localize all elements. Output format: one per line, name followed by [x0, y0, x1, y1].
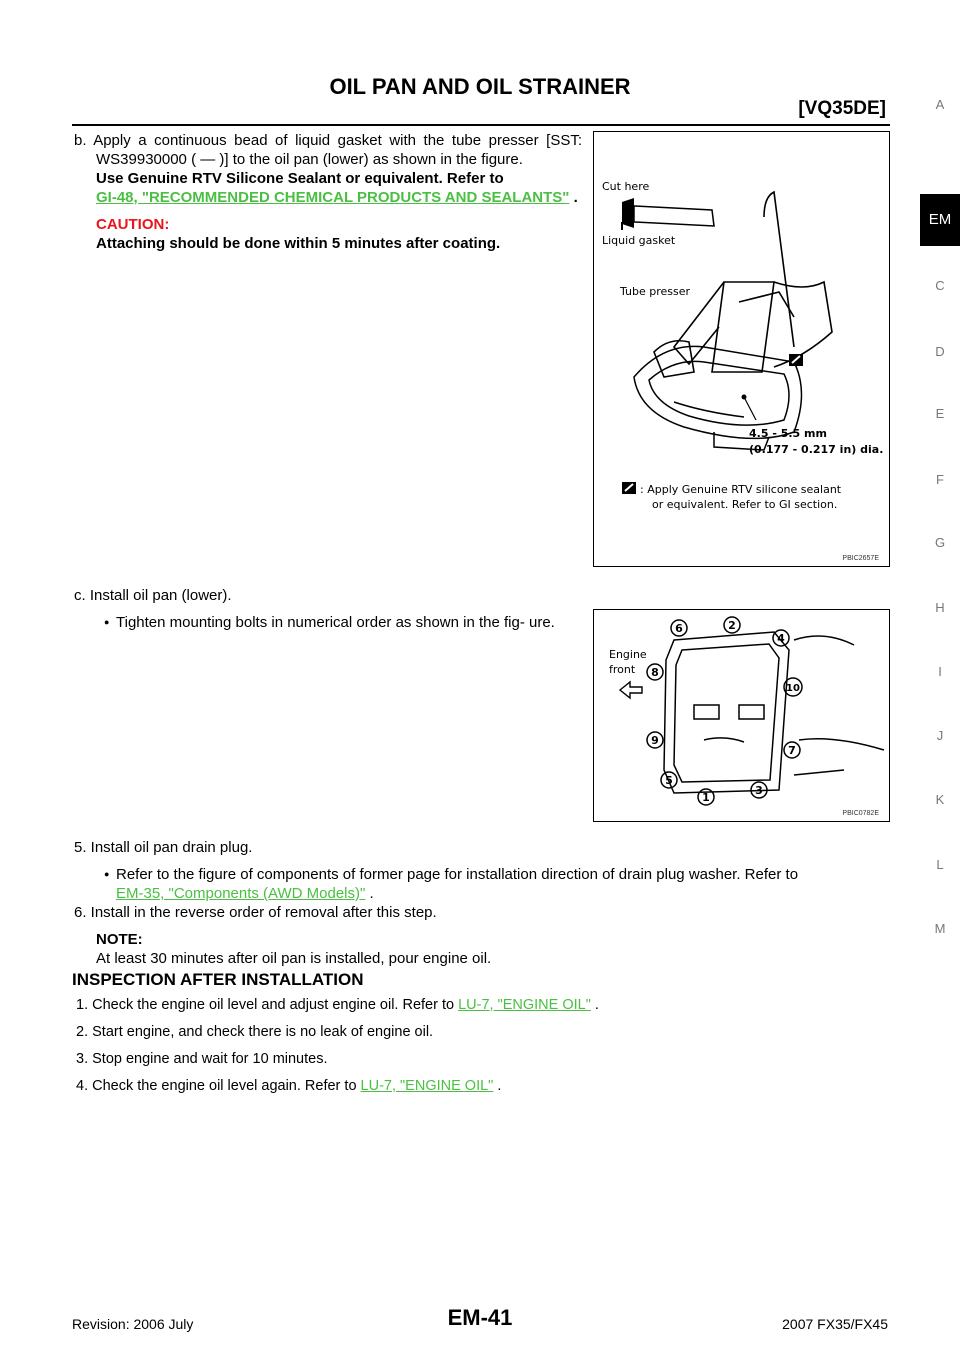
svg-text:10: 10	[786, 683, 800, 694]
step-6	[74, 903, 890, 968]
page-number: EM-41	[447, 1305, 513, 1330]
svg-text:9: 9	[651, 734, 659, 747]
step-b-bold: Use Genuine RTV Silicone Sealant or equivalent. Refer to	[96, 170, 504, 187]
svg-text:3: 3	[755, 784, 763, 797]
revision-date: Revision: 2006 July	[72, 1316, 194, 1332]
step-6-text: 6. Install in the reverse order of removal after this step.	[74, 904, 437, 921]
bead-pointer	[744, 397, 756, 420]
step-b	[74, 131, 582, 253]
components-awd-link[interactable]: EM-35, "Components (AWD Models)"	[116, 885, 366, 902]
svg-text:4: 4	[777, 632, 785, 645]
tab-h[interactable]: H	[935, 600, 945, 615]
bolt-order-illustration	[594, 610, 889, 821]
inspection-step-1: 1. Check the engine oil level and adjust engine oil. Refer to	[76, 997, 459, 1013]
tab-i[interactable]: I	[938, 664, 942, 679]
sealant-legend-1: : Apply Genuine RTV silicone sealant	[640, 483, 842, 496]
tab-e[interactable]: E	[935, 406, 945, 421]
sealant-legend-2: or equivalent. Refer to GI section.	[652, 498, 838, 511]
tab-d[interactable]: D	[935, 344, 945, 359]
bolt-marker-8	[647, 664, 663, 680]
legend-sealant-icon	[622, 482, 636, 494]
step-5	[74, 838, 890, 903]
caution-text: Attaching should be done within 5 minutes after coating.	[96, 235, 501, 252]
liquid-gasket-label: Liquid gasket	[602, 234, 676, 247]
bolt-marker-9	[647, 732, 663, 748]
inspection-step-2: 2. Start engine, and check there is no leak of engine oil.	[76, 1024, 434, 1040]
tab-j[interactable]: J	[936, 728, 944, 743]
svg-text:5: 5	[665, 774, 673, 787]
inspection-step-4-suffix: .	[493, 1078, 502, 1094]
tab-g[interactable]: G	[934, 535, 946, 550]
tab-em[interactable]: EM	[920, 194, 960, 246]
tab-f[interactable]: F	[936, 472, 944, 487]
step-5-suffix: .	[365, 885, 374, 902]
step-b-text: b. Apply a continuous bead of liquid gasket with the tube presser [SST: WS39930000 ( — )] to the oil pan (lower) as shown in the figure.	[74, 132, 582, 168]
bead-size-in: (0.177 - 0.217 in) dia.	[749, 443, 884, 456]
bolt-marker-6	[671, 620, 687, 636]
chemical-products-link[interactable]: GI-48, "RECOMMENDED CHEMICAL PRODUCTS AND SEALANTS"	[96, 189, 570, 206]
oil-pan-outline	[664, 632, 884, 793]
inspection-heading: INSPECTION AFTER INSTALLATION	[72, 970, 364, 989]
engine-front-arrow-icon	[620, 682, 642, 698]
bolt-marker-10	[784, 678, 802, 696]
tab-a[interactable]: A	[935, 97, 945, 112]
engine-oil-link-2[interactable]: LU-7, "ENGINE OIL"	[360, 1078, 494, 1094]
bolt-marker-5	[661, 772, 677, 788]
sealant-icon	[789, 354, 803, 366]
cut-here-label: Cut here	[602, 180, 650, 193]
tube-presser-label: Tube presser	[620, 285, 691, 298]
caution-label: CAUTION:	[96, 216, 170, 233]
inspection-step-1-suffix: .	[590, 997, 599, 1013]
step-c	[74, 586, 582, 632]
vehicle-model: 2007 FX35/FX45	[782, 1316, 888, 1332]
gasket-tube	[622, 198, 714, 230]
bolt-number-markers	[647, 617, 802, 805]
figure-code: PBIC0782E	[842, 810, 879, 817]
tab-k[interactable]: K	[935, 792, 945, 807]
bolt-order-figure	[593, 609, 890, 822]
note-label: NOTE:	[96, 931, 143, 948]
bead-size-mm: 4.5 - 5.5 mm	[749, 427, 827, 440]
svg-text:7: 7	[788, 744, 796, 757]
step-c-text: c. Install oil pan (lower).	[74, 587, 232, 604]
figure-code: PBIC2657E	[842, 555, 879, 562]
inspection-section	[72, 970, 890, 1096]
page-title: OIL PAN AND OIL STRAINER	[329, 74, 631, 99]
tab-c[interactable]: C	[935, 278, 945, 293]
bolt-marker-7	[784, 742, 800, 758]
step-c-bullet: ● Tighten mounting bolts in numerical order as shown in the fig- ure.	[116, 614, 555, 631]
svg-text:1: 1	[702, 791, 710, 804]
svg-text:8: 8	[651, 666, 659, 679]
engine-code: [VQ35DE]	[798, 98, 886, 119]
step-5-bullet: ● Refer to the figure of components of former page for installation direction of drain plug washer. Refer to	[116, 866, 798, 883]
tube-presser-figure	[593, 131, 890, 567]
engine-oil-link-1[interactable]: LU-7, "ENGINE OIL"	[458, 997, 591, 1013]
header-rule	[72, 124, 890, 126]
tab-m[interactable]: M	[934, 921, 946, 936]
step-b-suffix: .	[569, 189, 578, 206]
svg-text:2: 2	[728, 619, 736, 632]
note-text: At least 30 minutes after oil pan is installed, pour engine oil.	[96, 950, 492, 967]
bolt-marker-4	[773, 630, 789, 646]
inspection-step-3: 3. Stop engine and wait for 10 minutes.	[76, 1051, 328, 1067]
engine-front-label-2: front	[609, 663, 636, 676]
tube-presser-illustration	[594, 132, 889, 566]
bolt-marker-1	[698, 789, 714, 805]
inspection-step-4: 4. Check the engine oil level again. Refer to	[76, 1078, 361, 1094]
step-5-text: 5. Install oil pan drain plug.	[74, 839, 253, 856]
bolt-marker-2	[724, 617, 740, 633]
tab-l[interactable]: L	[936, 857, 944, 872]
svg-text:6: 6	[675, 622, 683, 635]
engine-front-label-1: Engine	[609, 648, 647, 661]
